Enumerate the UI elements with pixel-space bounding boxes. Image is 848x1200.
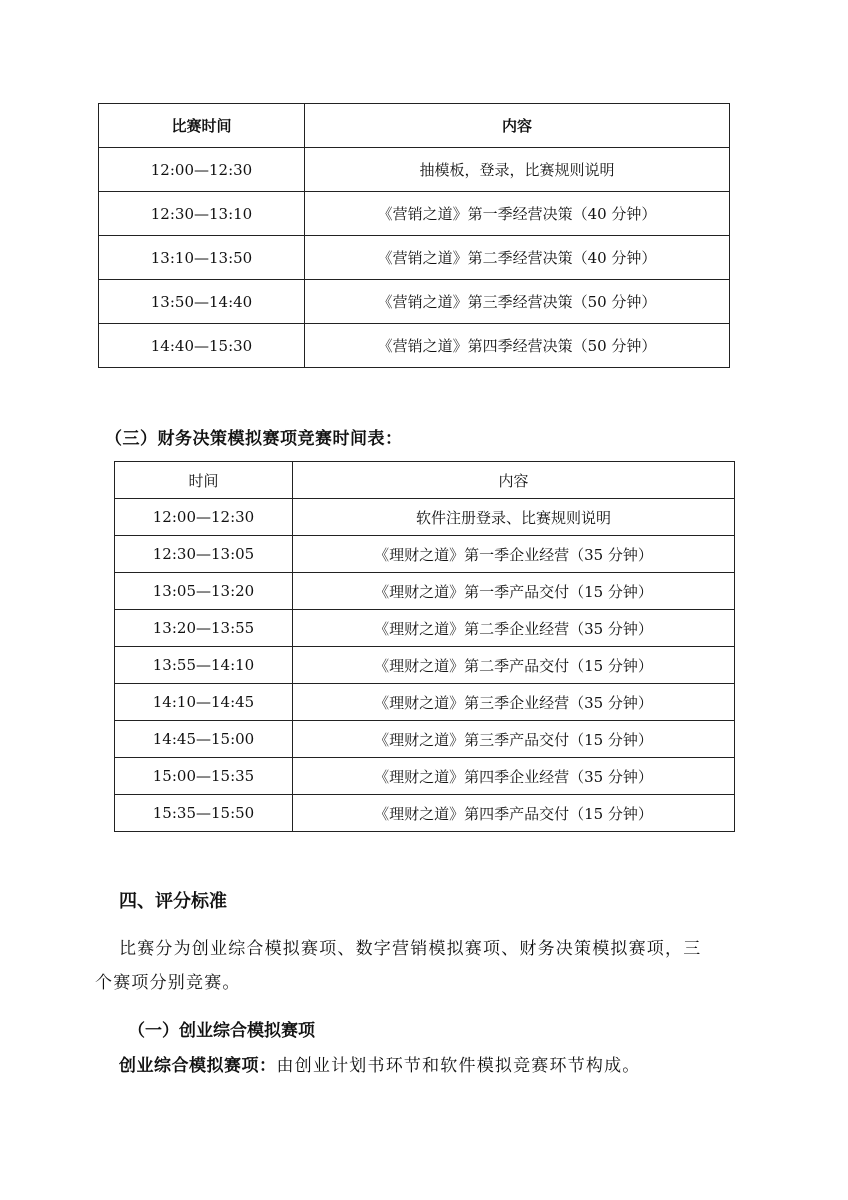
cell-time: 13:10—13:50 (99, 236, 305, 280)
table-row (115, 499, 735, 536)
cell-content: 《营销之道》第一季经营决策（40 分钟） (305, 192, 730, 236)
cell-time: 14:40—15:30 (99, 324, 305, 368)
marketing-schedule-table (98, 103, 730, 368)
section-heading-finance-schedule: （三）财务决策模拟赛项竞赛时间表： (105, 429, 403, 449)
header-time: 时间 (115, 462, 293, 499)
section-heading-scoring: 四、评分标准 (119, 891, 227, 912)
cell-time: 13:05—13:20 (115, 573, 293, 610)
table-row (99, 148, 730, 192)
cell-content: 《理财之道》第四季产品交付（15 分钟） (293, 795, 735, 832)
cell-time: 15:35—15:50 (115, 795, 293, 832)
table-row (115, 647, 735, 684)
cell-content: 《营销之道》第三季经营决策（50 分钟） (305, 280, 730, 324)
paragraph-lead: 创业综合模拟赛项： (119, 1056, 277, 1076)
scoring-paragraph (95, 932, 779, 1000)
cell-time: 14:10—14:45 (115, 684, 293, 721)
cell-content: 抽模板，登录，比赛规则说明 (305, 148, 730, 192)
table-row (115, 721, 735, 758)
header-time: 比赛时间 (99, 104, 305, 148)
cell-time: 14:45—15:00 (115, 721, 293, 758)
entrepreneurship-paragraph (119, 1051, 641, 1076)
header-content: 内容 (305, 104, 730, 148)
cell-content: 《理财之道》第二季企业经营（35 分钟） (293, 610, 735, 647)
cell-time: 13:55—14:10 (115, 647, 293, 684)
table-row (115, 573, 735, 610)
cell-content: 《理财之道》第四季企业经营（35 分钟） (293, 758, 735, 795)
cell-content: 软件注册登录、比赛规则说明 (293, 499, 735, 536)
table-row (99, 236, 730, 280)
table-row (115, 610, 735, 647)
table-row (115, 758, 735, 795)
cell-content: 《理财之道》第二季产品交付（15 分钟） (293, 647, 735, 684)
table-header-row (99, 104, 730, 148)
table-row (115, 536, 735, 573)
subsection-heading-entrepreneurship: （一）创业综合模拟赛项 (128, 1021, 315, 1041)
cell-content: 《营销之道》第四季经营决策（50 分钟） (305, 324, 730, 368)
cell-time: 12:00—12:30 (115, 499, 293, 536)
table-header-row (115, 462, 735, 499)
paragraph-line: 比赛分为创业综合模拟赛项、数字营销模拟赛项、财务决策模拟赛项，三 (119, 939, 702, 959)
cell-time: 12:30—13:05 (115, 536, 293, 573)
cell-time: 13:50—14:40 (99, 280, 305, 324)
cell-time: 15:00—15:35 (115, 758, 293, 795)
finance-schedule-table (114, 461, 735, 832)
header-content: 内容 (293, 462, 735, 499)
paragraph-line: 个赛项分别竞赛。 (95, 973, 241, 993)
table-row (115, 795, 735, 832)
cell-content: 《理财之道》第一季产品交付（15 分钟） (293, 573, 735, 610)
cell-time: 12:30—13:10 (99, 192, 305, 236)
cell-content: 《理财之道》第三季产品交付（15 分钟） (293, 721, 735, 758)
cell-time: 12:00—12:30 (99, 148, 305, 192)
table-row (99, 280, 730, 324)
table-row (115, 684, 735, 721)
cell-time: 13:20—13:55 (115, 610, 293, 647)
table-row (99, 192, 730, 236)
cell-content: 《理财之道》第一季企业经营（35 分钟） (293, 536, 735, 573)
cell-content: 《营销之道》第二季经营决策（40 分钟） (305, 236, 730, 280)
table-row (99, 324, 730, 368)
cell-content: 《理财之道》第三季企业经营（35 分钟） (293, 684, 735, 721)
paragraph-text: 由创业计划书环节和软件模拟竞赛环节构成。 (276, 1056, 641, 1076)
